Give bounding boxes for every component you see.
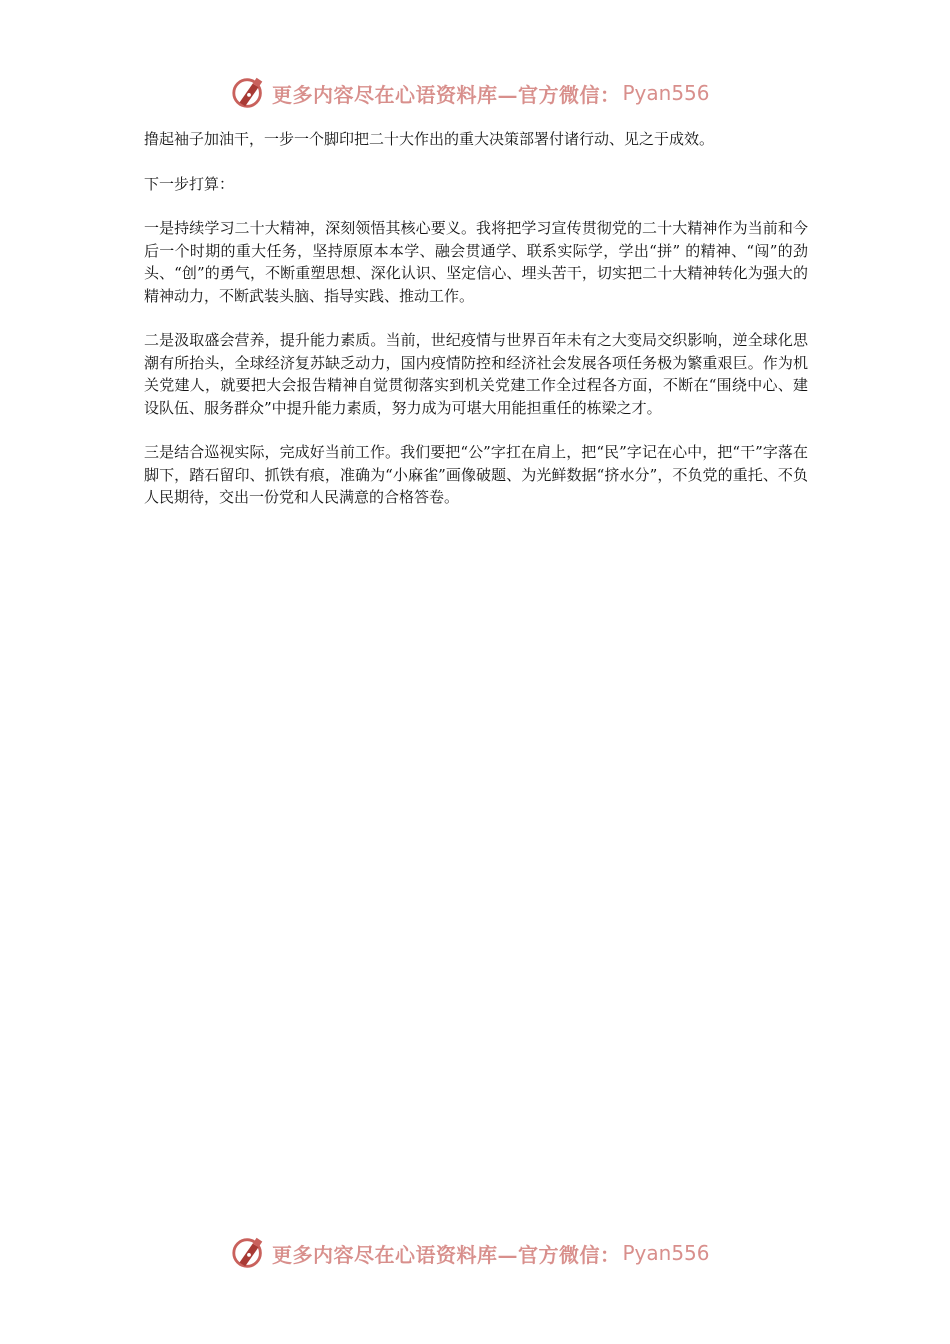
- paragraph-4: 二是汲取盛会营养，提升能力素质。当前，世纪疫情与世界百年未有之大变局交织影响，逆全球化思潮有所抬头，全球经济复苏缺乏动力，国内疫情防控和经济社会发展各项任务极为繁重艰巨。作为机关党建人，就要把大会报告精神自觉贯彻落实到机关党建工作全过程各方面，不断在“围绕中心、建设队伍、服务群众”中提升能力素质，努力成为可堪大用能担重任的栋梁之才。: [144, 331, 808, 417]
- header-banner-text: 更多内容尽在心语资料库—官方微信：: [272, 82, 621, 107]
- pen-nib-logo-icon: [230, 1234, 268, 1272]
- paragraph-5: 三是结合巡视实际，完成好当前工作。我们要把“公”字扛在肩上，把“民”字记在心中，把“干”字落在脚下，踏石留印、抓铁有痕，准确为“小麻雀”画像破题、为光鲜数据“挤水分”，不负党的重托、不负人民期待，交出一份党和人民满意的合格答卷。: [144, 443, 808, 506]
- pen-nib-logo-icon: [230, 74, 268, 112]
- footer-banner-wechat-id: Pyan556: [622, 1241, 710, 1265]
- paragraph-3: 一是持续学习二十大精神，深刻领悟其核心要义。我将把学习宣传贯彻党的二十大精神作为当前和今后一个时期的重大任务，坚持原原本本学、融会贯通学、联系实际学，学出“拼” 的精神、“闯”的劲头、“创”的勇气，不断重塑思想、深化认识、坚定信心、埋头苦干，切实把二十大精神转化为强大的精神动力，不断武装头脑、指导实践、推动工作。: [144, 219, 808, 305]
- header-banner: [230, 73, 730, 113]
- footer-banner-text: 更多内容尽在心语资料库—官方微信：: [272, 1242, 621, 1267]
- footer-banner: [230, 1233, 730, 1273]
- paragraph-2: 下一步打算：: [144, 174, 235, 193]
- paragraph-1: 撸起袖子加油干，一步一个脚印把二十大作出的重大决策部署付诸行动、见之于成效。: [144, 130, 715, 148]
- header-banner-wechat-id: Pyan556: [622, 81, 710, 105]
- document-body: [144, 128, 808, 531]
